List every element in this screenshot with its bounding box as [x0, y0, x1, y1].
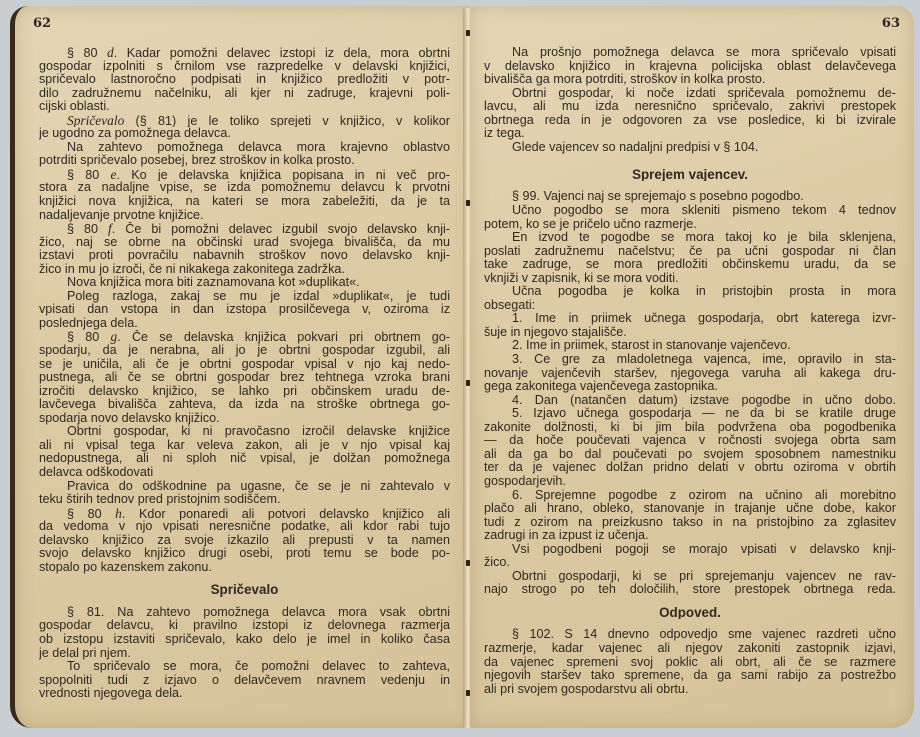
- text-line: Nova knjižica mora biti zaznamovana kot »duplikat«.: [67, 276, 360, 290]
- text-line: poslati zadružnemu načelstvu; če pa učni gospodar ni član: [484, 244, 896, 258]
- text-line: ter da je vajenec dolžan pridno delati v obrtu oziroma v obrtih: [484, 461, 896, 475]
- text-line: § 80 h. Kdor ponaredi ali potvori delavsko knjižico ali: [67, 506, 450, 521]
- text-line: 1. Ime in priimek učnega gospodarja, obrt katerega izvr-: [512, 312, 896, 326]
- text-line: § 80 f. Če bi pomožni delavec izgubil svojo delavsko knji-: [67, 222, 450, 236]
- text-line: Na zahtevo pomožnega delavca mora krajevno oblastvo: [67, 140, 450, 154]
- text-line: tudi z ozirom na preizkusno takso in na pristojbino za zglasitev: [484, 515, 896, 529]
- text-line: take zadruge, se mora predložiti občinskemu uradu, da se: [484, 258, 896, 272]
- text-line: Vsi pogodbeni pogoji se morajo vpisati v delavsko knji-: [512, 542, 896, 556]
- text-line: delavsko knjižico za svoje izkazilo ali prepusti v ta namen: [39, 533, 450, 547]
- text-line: [484, 597, 896, 606]
- section-heading: Odpoved.: [659, 605, 721, 620]
- text-line: vpisati dan vstopa in dan izstopa prosilčevega v, oziroma iz: [39, 303, 450, 317]
- text-line: obrtnega reda in je odgovoren za vse posledice, ki bi izvirale: [484, 113, 896, 127]
- text-line: stopalo po kazenskem zakonu.: [39, 560, 212, 574]
- text-line: najo strogo po teh določilih, store prestopek obrtnega reda.: [484, 583, 896, 597]
- paragraph-letter: d: [107, 46, 114, 60]
- text-line: Na prošnjo pomožnega delavca se mora spričevalo vpisati: [512, 46, 896, 59]
- text-line: zakonite dolžnosti, ki bi jim bila podvržena oba pogodbenika: [484, 420, 896, 434]
- text-line: potrditi spričevalo posebej, brez stroškov in kolka prosto.: [39, 154, 355, 168]
- text-line: — da hoče poučevati vajenca v ročnosti svojega obrta sam: [484, 434, 896, 448]
- text-line: šuje in njegovo stajališče.: [484, 325, 627, 339]
- text-line: ali da ga bo dal poučevati po svojem sposobnem namestniku: [484, 447, 896, 461]
- text-line: spodarju, da je nerabna, ali jo je obrtni gospodar izgubil, ali: [39, 344, 450, 358]
- text-line: 6. Sprejemne pogodbe z ozirom na učnino ali morebitno: [512, 488, 896, 502]
- text-line: vknjiži v zapisnik, ki se mora voditi.: [484, 271, 679, 285]
- text-line: bivališča ga mora potrditi, stroškov in kolka prosto.: [484, 73, 766, 87]
- text-line: nadaljevanje prvotne knjižice.: [39, 208, 204, 222]
- text-line: gospodar delavcu, ki pravilno izstopi iz delovnega razmerja: [39, 619, 450, 633]
- text-line: lavcu, ali mu izda neresnično spričevalo, zakrivi prestopek: [484, 100, 896, 114]
- text-line: vrednosti njegovega dela.: [39, 687, 183, 701]
- text-line: [39, 597, 450, 606]
- text-line: [484, 154, 896, 168]
- text-line: stora za nadaljne vpise, se izda pomožnemu delavcu k prvotni: [39, 181, 450, 195]
- text-line: [484, 619, 896, 628]
- text-line: ob izstopu izstaviti spričevalo, kako delo je imel in koliko časa: [39, 632, 450, 646]
- text-line: izročiti delavsko knjižico, se lahko pri občinskem uradu de-: [39, 384, 450, 398]
- text-line: svojo delavsko knjižico drugi osebi, proti temu se bode po-: [39, 547, 450, 561]
- text-line: Spričevalo (§ 81) je le toliko sprejeti v knjižico, v kolikor: [67, 113, 450, 128]
- paragraph-letter: f: [108, 222, 112, 236]
- text-line: razmerje, kadar vajenec ali njegov zakoniti zastopnik izjavi,: [484, 641, 896, 655]
- text-line: § 80 e. Ko je delavska knjižica popisana in ni več pro-: [67, 167, 450, 182]
- text-line: Obrtni gospodar, ki noče izdati spričevala pomožnemu de-: [512, 86, 896, 100]
- page-number-right: 63: [881, 16, 900, 31]
- text-line: je delal pri njem.: [39, 646, 131, 660]
- text-line: žico, naj se obrne na občinski urad svojega bivališča, da mu: [39, 235, 450, 249]
- text-line: [39, 574, 450, 583]
- text-line: da vedoma v njo vpisati neresnične podatke, ali kdor rabi tujo: [39, 520, 450, 534]
- text-line: lavčevega bivališča zahteva, da izda na stroške obrtnega go-: [39, 398, 450, 412]
- text-line: spopolniti tudi z izjavo o delavčevem nravnem vedenju in: [39, 673, 450, 687]
- text-line: [484, 181, 896, 190]
- text-line: ali ni vpisal tega kar veleva zakon, ali je v njo vpisal kaj: [39, 438, 450, 452]
- paragraph-letter: h: [115, 506, 122, 521]
- paragraph-letter: g: [110, 330, 118, 345]
- text-line: pustnega, ali če se obrtni gospodar brez tehtnega vzroka brani: [39, 371, 450, 385]
- text-line: teku štirih tednov pred pristojnim sodiščem.: [39, 493, 281, 507]
- text-line: zadrugi in za izpust iz učenja.: [484, 529, 649, 543]
- text-line: iz tega.: [484, 127, 525, 141]
- left-page: [10, 6, 471, 728]
- text-line: novanje vajenčevih staršev, njegovega varuha ali kakega dru-: [484, 366, 896, 380]
- text-line: delavca odškodovati: [39, 465, 154, 479]
- text-line: Poleg razloga, zakaj se mu je izdal »duplikat«, je tudi: [67, 289, 450, 303]
- text-line: izstavi proti povračilu nabavnih stroškov novo delavsko knji-: [39, 249, 450, 263]
- text-line: žico in mu jo izroči, če ni nikakega zakonitega zadržka.: [39, 262, 345, 276]
- text-line: 2. Ime in priimek, starost in stanovanje vajenčevo.: [512, 339, 791, 353]
- text-line: ali pri svojem gospodarstvu ali obrtu.: [484, 682, 689, 696]
- text-line: poslednjega dela.: [39, 316, 138, 330]
- right-page-text: [484, 46, 896, 696]
- page-number-left: 62: [33, 16, 52, 31]
- text-line: spričevalo lastnoročno podpisati in knjižico predložiti v potr-: [39, 73, 450, 87]
- text-line: To spričevalo se mora, če pomožni delavec to zahteva,: [67, 660, 450, 674]
- text-line: Učna pogodba je kolka in pristojbin prosta in mora: [512, 285, 896, 299]
- left-page-text: [39, 46, 450, 701]
- text-line: Obrtni gospodarji, ki se pri sprejemanju vajencev ne rav-: [512, 569, 896, 583]
- text-line: knjižici nova knjižica, na kateri se mora zabeležiti, da je ta: [39, 195, 450, 209]
- text-line: gospodar izpolniti s črnilom vse razpredelke v delavski knjižici,: [39, 59, 450, 73]
- text-line: 5. Izjavo učnega gospodarja — ne da bi se kratile druge: [512, 407, 896, 421]
- text-line: je ugodno za pomožnega delavca.: [39, 127, 231, 141]
- text-line: 4. Dan (natančen datum) izstave pogodbe in učno dobo.: [512, 393, 896, 407]
- text-line: Glede vajencev so nadaljni predpisi v § 104.: [512, 140, 759, 154]
- text-line: žico.: [484, 556, 510, 570]
- text-line: § 81. Na zahtevo pomožnega delavca mora vsak obrtni: [67, 605, 450, 619]
- right-page: [470, 6, 914, 728]
- text-line: spodarja novo delavsko knjižico.: [39, 411, 220, 425]
- section-heading: Sprejem vajencev.: [632, 167, 748, 182]
- text-line: obsegati:: [484, 298, 536, 312]
- text-line: 3. Če gre za mladoletnega vajenca, ime, opravilo in sta-: [512, 353, 896, 367]
- text-line: gospodarjevih.: [484, 474, 566, 488]
- text-line: dilo zadružnemu načelniku, ali kjer ni zadruge, krajevni poli-: [39, 86, 450, 100]
- text-line: cijski oblasti.: [39, 100, 110, 114]
- text-line: gega zakonitega vajenčevega zastopnika.: [484, 380, 718, 394]
- emphasized-term: Spričevalo: [67, 113, 125, 128]
- paragraph-letter: e: [110, 167, 117, 182]
- text-line: plačo ali hrano, obleko, stanovanje in trajanje učne dobe, kakor: [484, 502, 896, 516]
- section-heading: Spričevalo: [210, 583, 279, 597]
- text-line: § 80 g. Če se delavska knjižica pokvari pri obrtnem go-: [67, 330, 450, 345]
- text-line: v delavsko knjižico in krajevna policijska oblast delavčevega: [484, 59, 896, 73]
- text-line: potem, ko se je pričelo učno razmerje.: [484, 217, 697, 231]
- text-line: njegovih staršev tako spremene, da ga sami rabijo za postrežbo: [484, 669, 896, 683]
- text-line: § 102. S 14 dnevno odpovedjo sme vajenec razdreti učno: [512, 628, 896, 642]
- text-line: § 80 d. Kadar pomožni delavec izstopi iz dela, mora obrtni: [67, 46, 450, 60]
- text-line: Učno pogodbo se mora skleniti pismeno tekom 4 tednov: [512, 204, 896, 218]
- text-line: § 99. Vajenci naj se sprejemajo s posebno pogodbo.: [512, 190, 804, 204]
- text-line: Pravica do odškodnine pa ugasne, če se je ni zahtevalo v: [67, 479, 450, 493]
- text-line: En izvod te pogodbe se mora takoj ko je bila sklenjena,: [512, 231, 896, 245]
- text-line: Obrtni gospodar, ki ni pravočasno izročil delavske knjižice: [67, 425, 450, 439]
- text-line: se je uničila, ali če je obrtni gospodar vpisal v njo kaj nedo-: [39, 357, 450, 371]
- text-line: da vajenec spremeni svoj poklic ali obrt, ali če se razmere: [484, 655, 896, 669]
- text-line: nedopustnega, ali ni sploh nič vpisal, je dolžan pomožnega: [39, 452, 450, 466]
